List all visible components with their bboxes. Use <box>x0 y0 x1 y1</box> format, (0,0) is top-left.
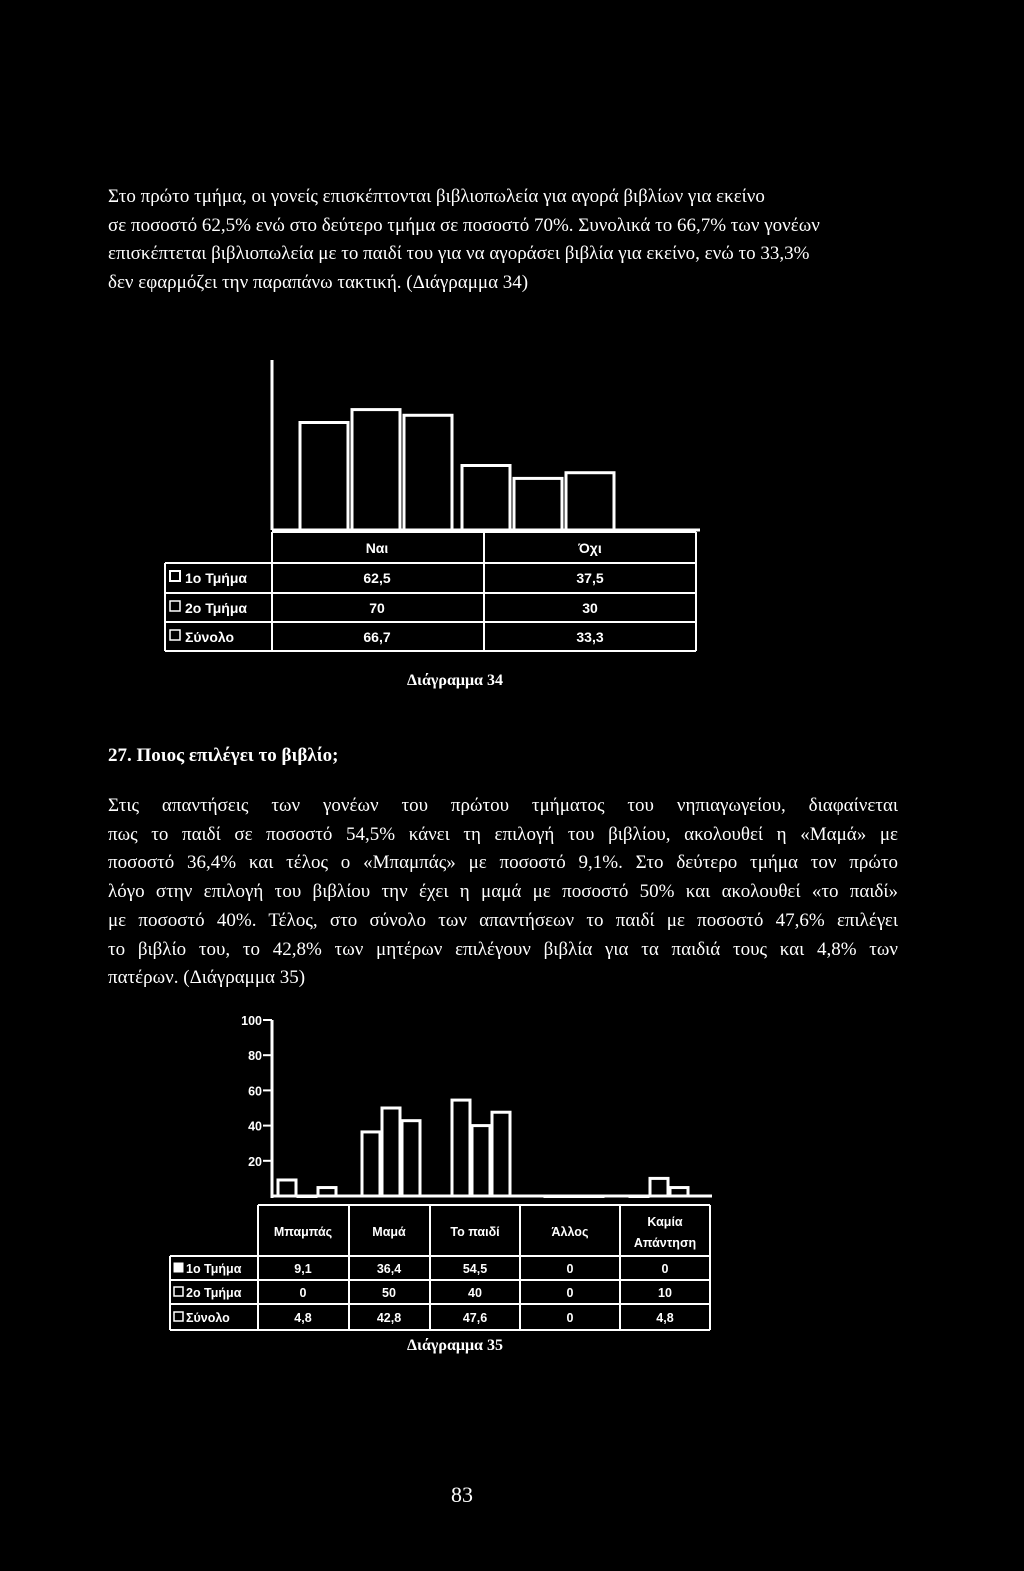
table-cell: 62,5 <box>363 570 391 586</box>
table-cell: 0 <box>566 1286 574 1300</box>
text-line: με ποσοστό 40%. Τέλος, στο σύνολο των απαντήσεων το παιδί με ποσοστό 47,6% επιλέγει <box>108 909 898 931</box>
bar-Το παιδί-2ο Τμήμα <box>472 1126 490 1196</box>
legend-swatch <box>174 1312 183 1321</box>
bar-Καμία Απάντηση-Σύνολο <box>670 1188 688 1196</box>
y-tick-label: 100 <box>241 1014 262 1028</box>
bar-Καμία Απάντηση-2ο Τμήμα <box>650 1178 668 1196</box>
row-label: Σύνολο <box>186 1311 230 1325</box>
chart-35-table-text <box>174 1215 696 1325</box>
table-cell: 0 <box>566 1262 574 1276</box>
column-header: Απάντηση <box>633 1236 697 1250</box>
y-tick-label: 40 <box>248 1119 262 1134</box>
page-number: 83 <box>451 1482 473 1507</box>
text-line: δεν εφαρμόζει την παραπάνω τακτική. (Διάγραμμα 34) <box>108 272 529 294</box>
table-cell: 0 <box>299 1286 307 1300</box>
text-line: λόγο στην επιλογή του βιβλίου την έχει η μαμά με ποσοστό 50% και ακολουθεί «το παιδί» <box>108 881 898 903</box>
table-cell: 37,5 <box>576 570 604 586</box>
y-tick-label: 60 <box>248 1084 262 1099</box>
table-cell: 10 <box>658 1286 672 1300</box>
chart-35-caption: Διάγραμμα 35 <box>407 1337 503 1354</box>
table-cell: 42,8 <box>376 1311 402 1325</box>
column-header: Μπαμπάς <box>273 1225 333 1239</box>
column-header: Το παιδί <box>450 1225 500 1239</box>
chart-34-caption: Διάγραμμα 34 <box>407 672 503 689</box>
table-cell: 0 <box>566 1311 574 1325</box>
table-cell: 0 <box>661 1262 669 1276</box>
bar-Άλλος-2ο Τμήμα <box>565 1196 583 1197</box>
bar-Μαμά-Σύνολο <box>402 1121 420 1196</box>
bar-Ναι-1ο Τμήμα <box>300 423 348 531</box>
table-cell: 4,8 <box>294 1311 312 1325</box>
y-tick-label: 20 <box>248 1154 262 1169</box>
text-line: Στις απαντήσεις των γονέων του πρώτου τμήματος του νηπιαγωγείου, διαφαίνεται <box>108 795 898 816</box>
bar-Ναι-2ο Τμήμα <box>352 410 400 530</box>
bar-Άλλος-1ο Τμήμα <box>545 1196 563 1197</box>
row-label: 1ο Τμήμα <box>185 570 248 586</box>
table-cell: 4,8 <box>656 1311 674 1325</box>
bar-Όχι-2ο Τμήμα <box>514 478 562 530</box>
bar-Το παιδί-1ο Τμήμα <box>452 1100 470 1196</box>
row-label: 2ο Τμήμα <box>185 600 248 616</box>
table-cell: 66,7 <box>363 629 391 645</box>
text-line: το βιβλίο του, το 42,8% των μητέρων επιλέγουν βιβλία για τα παιδιά τους και 4,8% των <box>108 938 898 960</box>
bar-Μπαμπάς-2ο Τμήμα <box>298 1196 316 1197</box>
bar-Το παιδί-Σύνολο <box>492 1112 510 1196</box>
bar-Καμία Απάντηση-1ο Τμήμα <box>630 1196 648 1197</box>
text-line: ποσοστό 36,4% και τέλος ο «Μπαμπάς» με ποσοστό 9,1%. Στο δεύτερο τμήμα τον πρώτο <box>108 852 898 874</box>
y-tick-label: 80 <box>248 1049 262 1064</box>
legend-swatch <box>170 571 180 581</box>
bar-Όχι-1ο Τμήμα <box>462 466 510 531</box>
row-label: 1ο Τμήμα <box>186 1262 242 1276</box>
text-line: Στο πρώτο τμήμα, οι γονείς επισκέπτονται βιβλιοπωλεία για αγορά βιβλίων για εκείνο <box>108 186 765 207</box>
column-header: Καμία <box>647 1215 683 1229</box>
bar-Άλλος-Σύνολο <box>585 1196 603 1197</box>
section-heading: 27. Ποιος επιλέγει το βιβλίο; <box>108 745 339 766</box>
table-cell: 9,1 <box>294 1262 312 1276</box>
row-label: Σύνολο <box>185 629 235 645</box>
bar-Μπαμπάς-Σύνολο <box>318 1188 336 1196</box>
text-line: επισκέπτεται βιβλιοπωλεία με το παιδί του για να αγοράσει βιβλία για εκείνο, ενώ το 33,3% <box>108 243 810 265</box>
table-cell: 30 <box>582 600 598 616</box>
table-cell: 40 <box>468 1286 482 1300</box>
column-header: Ναι <box>365 540 389 556</box>
bar-Μαμά-2ο Τμήμα <box>382 1108 400 1196</box>
text-line: πατέρων. (Διάγραμμα 35) <box>108 967 306 989</box>
bar-Όχι-Σύνολο <box>566 473 614 530</box>
bar-Μπαμπάς-1ο Τμήμα <box>278 1180 296 1196</box>
chart-34-table <box>165 532 696 651</box>
text-line: σε ποσοστό 62,5% ενώ στο δεύτερο τμήμα σε ποσοστό 70%. Συνολικά το 66,7% των γονέων <box>108 214 820 236</box>
legend-swatch <box>170 601 180 611</box>
legend-swatch <box>170 630 180 640</box>
bar-Ναι-Σύνολο <box>404 415 452 530</box>
legend-swatch <box>174 1287 183 1296</box>
column-header: Άλλος <box>551 1225 589 1239</box>
table-cell: 70 <box>369 600 385 616</box>
table-cell: 54,5 <box>462 1262 488 1276</box>
table-cell: 47,6 <box>462 1311 488 1325</box>
section-27-paragraph <box>108 792 898 993</box>
text-line: πως το παιδί σε ποσοστό 54,5% κάνει τη επιλογή του βιβλίου, ακολουθεί η «Μαμά» με <box>108 823 898 845</box>
table-cell: 33,3 <box>576 629 604 645</box>
legend-swatch <box>174 1263 183 1272</box>
bar-Μαμά-1ο Τμήμα <box>362 1132 380 1196</box>
table-cell: 50 <box>382 1286 396 1300</box>
table-cell: 36,4 <box>376 1262 402 1276</box>
row-label: 2ο Τμήμα <box>186 1286 242 1300</box>
column-header: Μαμά <box>372 1225 406 1239</box>
chart-35-table <box>170 1205 710 1330</box>
column-header: Όχι <box>578 540 602 556</box>
